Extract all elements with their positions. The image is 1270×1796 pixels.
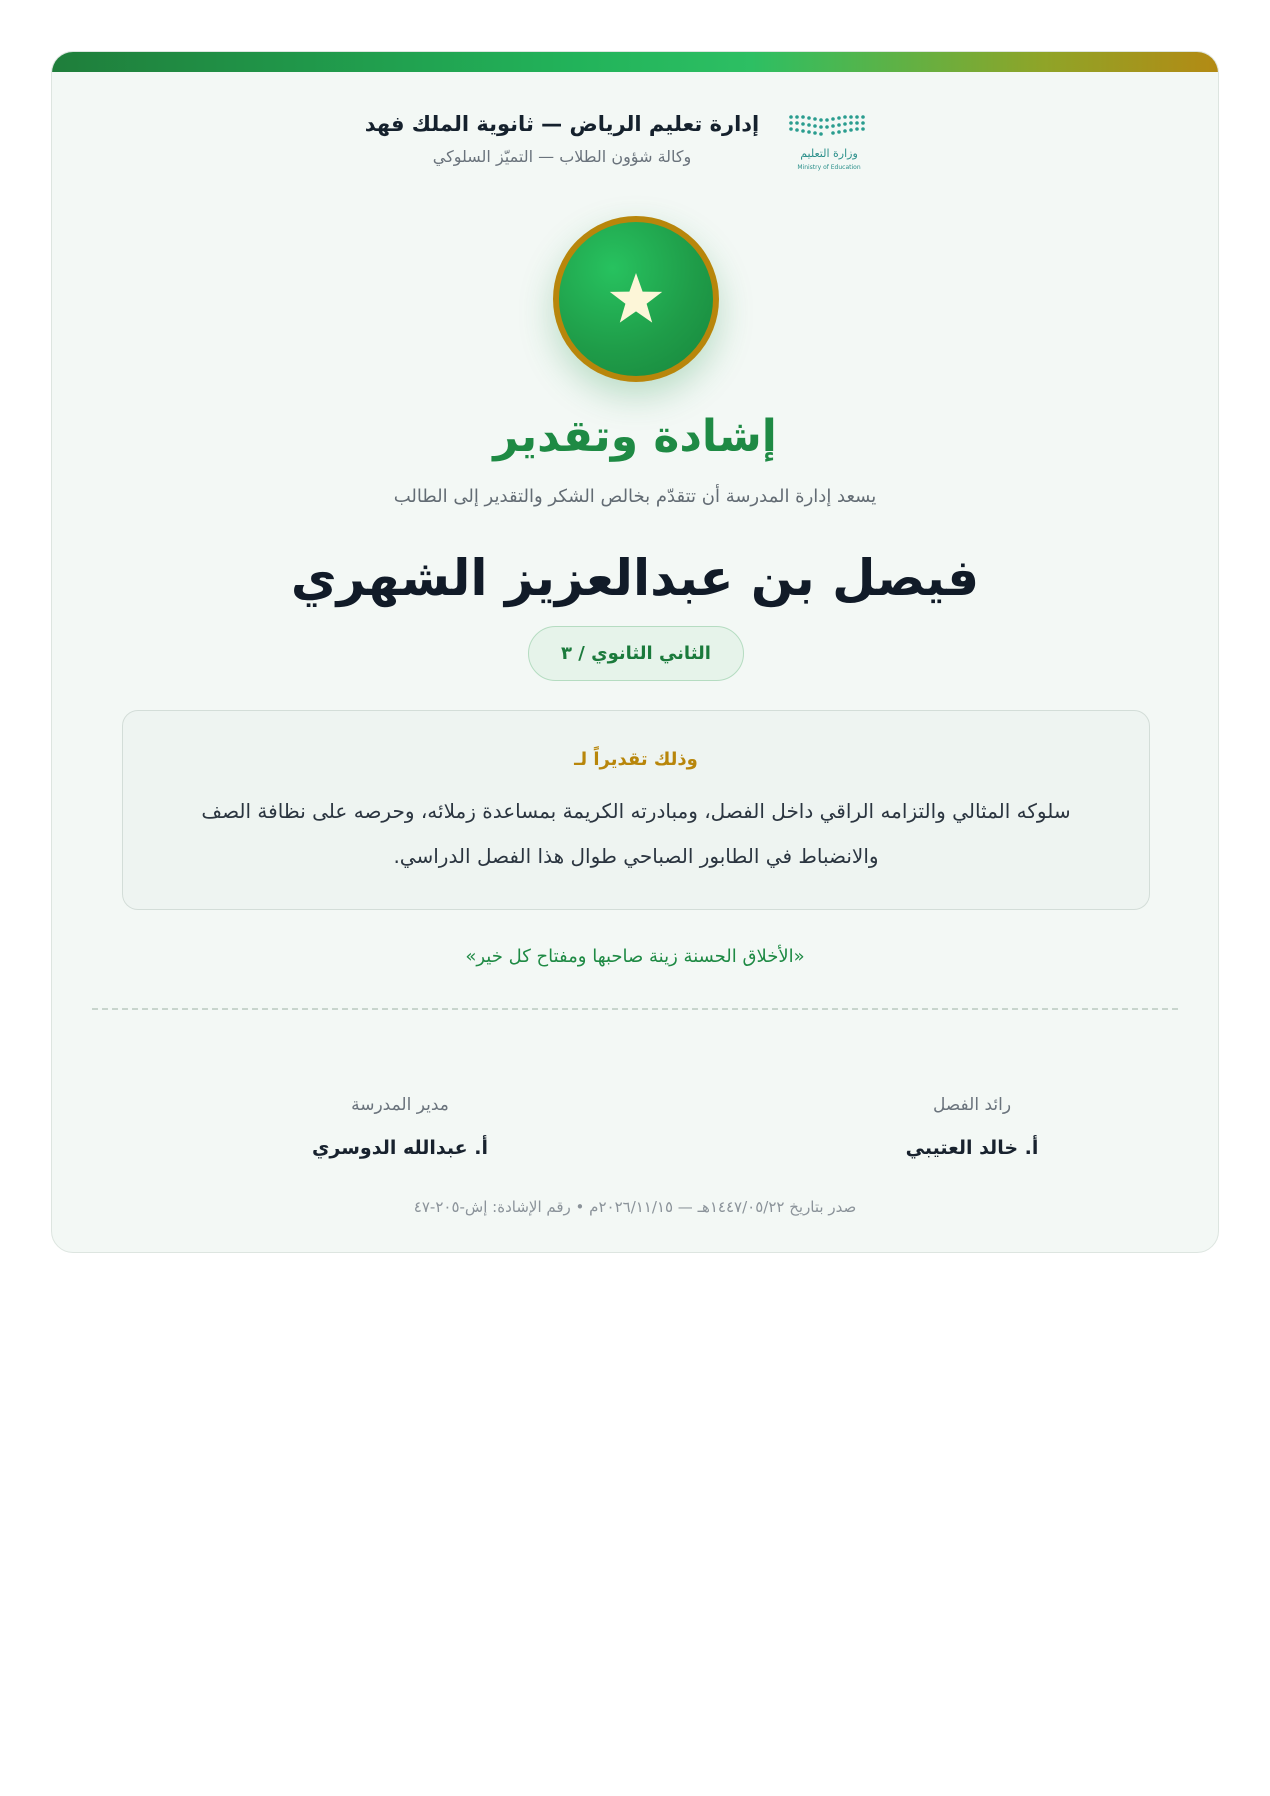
- reason-text: سلوكه المثالي والتزامه الراقي داخل الفصل، ومبادرته الكريمة بمساعدة زملائه، وحرصه على نظافة الصف والانضباط في الطابور الصباحي طوال هذا الفصل الدراسي.: [201, 799, 1071, 868]
- class-badge: الثاني الثانوي / ٣: [528, 626, 744, 681]
- motto-quote: «الأخلاق الحسنة زينة صاحبها ومفتاح كل خير»: [465, 946, 805, 967]
- certificate-card: [51, 51, 1219, 1253]
- reason-box: [122, 710, 1150, 910]
- principal-name: أ. عبدالله الدوسري: [312, 1137, 488, 1159]
- certificate-title: إشادة وتقدير: [493, 411, 777, 462]
- star-icon: [607, 271, 665, 327]
- moe-logo-icon: [787, 111, 871, 175]
- moe-logo: [787, 111, 871, 175]
- issue-footer: صدر بتاريخ ١٤٤٧/٠٥/٢٢هـ — ٢٠٢٦/١١/١٥م • رقم الإشادة: إش-٢٠٥-٤٧: [413, 1198, 857, 1216]
- student-name: فيصل بن عبدالعزيز الشهري: [290, 549, 980, 607]
- header: [52, 107, 1218, 187]
- medal-badge: [553, 216, 719, 382]
- top-accent-bar: [52, 52, 1218, 72]
- class-leader-signature: [822, 1090, 1122, 1164]
- principal-role: مدير المدرسة: [351, 1095, 449, 1115]
- logo-text: وزارة التعليم: [800, 147, 858, 160]
- department-subtitle: وكالة شؤون الطلاب — التميّز السلوكي: [432, 147, 692, 166]
- class-leader-name: أ. خالد العتيبي: [905, 1137, 1039, 1159]
- class-leader-role: رائد الفصل: [932, 1095, 1012, 1115]
- school-title: إدارة تعليم الرياض — ثانوية الملك فهد: [364, 112, 760, 136]
- logo-subtext: Ministry of Education: [797, 164, 861, 171]
- reason-label: وذلك تقديراً لـ: [574, 749, 698, 770]
- dashed-divider: [92, 1008, 1178, 1010]
- principal-signature: [250, 1090, 550, 1164]
- intro-text: يسعد إدارة المدرسة أن تتقدّم بخالص الشكر والتقدير إلى الطالب: [393, 486, 877, 507]
- header-text: [352, 107, 772, 173]
